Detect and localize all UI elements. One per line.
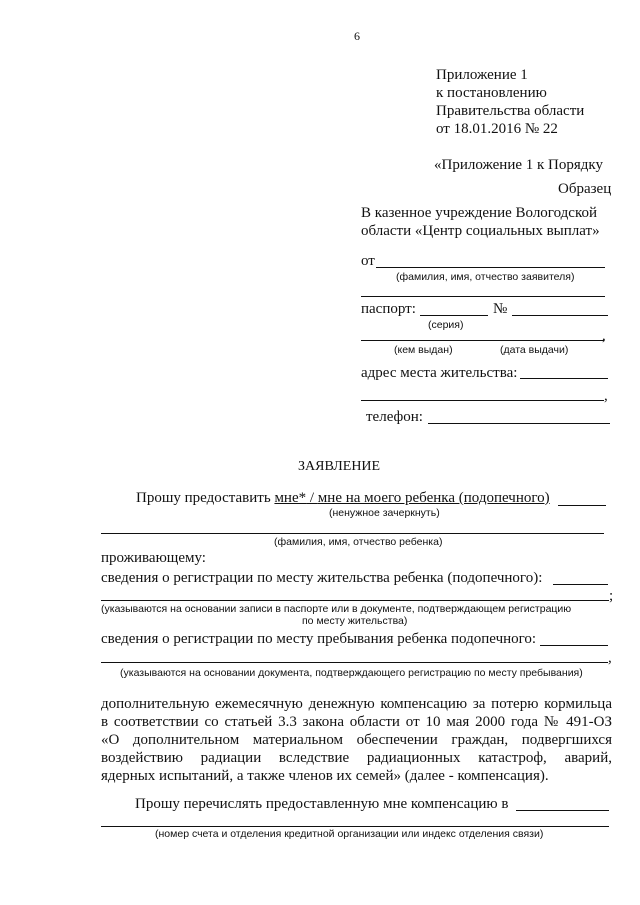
compensation-line-3: «О дополнительном материальном обеспечении граждан, подвергшихся <box>101 732 612 748</box>
residing-label: проживающему: <box>101 550 206 566</box>
request-option-self: мне* <box>274 490 307 506</box>
registration-residence-hint-2: по месту жительства) <box>302 615 408 627</box>
passport-label: паспорт: <box>361 301 416 317</box>
registration-stay-comma: , <box>608 650 612 666</box>
request-prefix: Прошу предоставить <box>136 490 275 506</box>
appendix-line-3: Правительства области <box>436 103 585 119</box>
phone-label: телефон: <box>366 409 423 425</box>
appendix-line-1: Приложение 1 <box>436 67 528 83</box>
issued-comma: , <box>602 328 606 344</box>
compensation-line-2: в соответствии со статьей 3.3 закона области от 10 мая 2000 года № 491-ОЗ <box>101 714 612 730</box>
child-name-hint: (фамилия, имя, отчество ребенка) <box>274 536 443 548</box>
applicant-name-field[interactable] <box>376 267 605 268</box>
addressee-line-2: области «Центр социальных выплат» <box>361 223 600 239</box>
page-number: 6 <box>354 29 360 43</box>
doc-title: ЗАЯВЛЕНИЕ <box>298 459 381 474</box>
address-label: адрес места жительства: <box>361 365 518 381</box>
registration-stay-field[interactable] <box>540 645 608 646</box>
address-field-2[interactable] <box>361 400 604 401</box>
transfer-request: Прошу перечислять предоставленную мне компенсацию в <box>135 796 509 812</box>
registration-residence-field-2[interactable] <box>101 600 609 601</box>
applicant-name-hint: (фамилия, имя, отчество заявителя) <box>396 271 575 283</box>
account-hint: (номер счета и отделения кредитной организации или индекс отделения связи) <box>155 828 544 840</box>
request-underline-tail <box>558 505 606 506</box>
request-line <box>136 489 550 507</box>
appendix-line-4: от 18.01.2016 № 22 <box>436 121 558 137</box>
phone-field[interactable] <box>428 423 610 424</box>
compensation-line-5: ядерных испытаний, а также членов их семей» (далее - компенсация). <box>101 768 549 784</box>
sample-label: Образец <box>558 181 612 197</box>
child-name-field[interactable] <box>101 533 604 534</box>
registration-residence-hint-1: (указываются на основании записи в паспорте или в документе, подтверждающем регистрацию <box>101 603 572 615</box>
issued-by-hint: (кем выдан) <box>394 344 453 356</box>
applicant-name-field-2[interactable] <box>361 296 605 297</box>
passport-issued-field[interactable] <box>361 340 604 341</box>
from-label: от <box>361 253 375 269</box>
address-field[interactable] <box>520 378 608 379</box>
issue-date-hint: (дата выдачи) <box>500 344 569 356</box>
registration-stay-label: сведения о регистрации по месту пребывания ребенка подопечного: <box>101 631 537 647</box>
request-separator: / <box>306 490 318 506</box>
registration-residence-field[interactable] <box>553 584 608 585</box>
compensation-line-1: дополнительную ежемесячную денежную компенсацию за потерю кормильца <box>101 696 612 712</box>
passport-number-field[interactable] <box>512 315 608 316</box>
registration-stay-field-2[interactable] <box>101 662 608 663</box>
registration-residence-semicolon: ; <box>609 588 614 604</box>
registration-stay-hint: (указываются на основании документа, подтверждающего регистрацию по месту пребывания) <box>120 667 583 679</box>
request-option-child: мне на моего ребенка (подопечного) <box>317 490 550 506</box>
strike-out-hint: (ненужное зачеркнуть) <box>329 507 440 519</box>
series-hint: (серия) <box>428 319 464 331</box>
appendix-line-2: к постановлению <box>436 85 547 101</box>
account-field[interactable] <box>101 826 609 827</box>
passport-series-field[interactable] <box>420 315 488 316</box>
order-appendix: «Приложение 1 к Порядку <box>434 157 603 173</box>
transfer-destination-field[interactable] <box>516 810 609 811</box>
address-comma: , <box>604 388 608 404</box>
compensation-line-4: воздействию радиации вследствие радиационных катастроф, аварий, <box>101 750 612 766</box>
addressee-line-1: В казенное учреждение Вологодской <box>361 205 598 221</box>
registration-residence-label: сведения о регистрации по месту жительства ребенка (подопечного): <box>101 570 543 586</box>
number-sign: № <box>493 301 508 317</box>
